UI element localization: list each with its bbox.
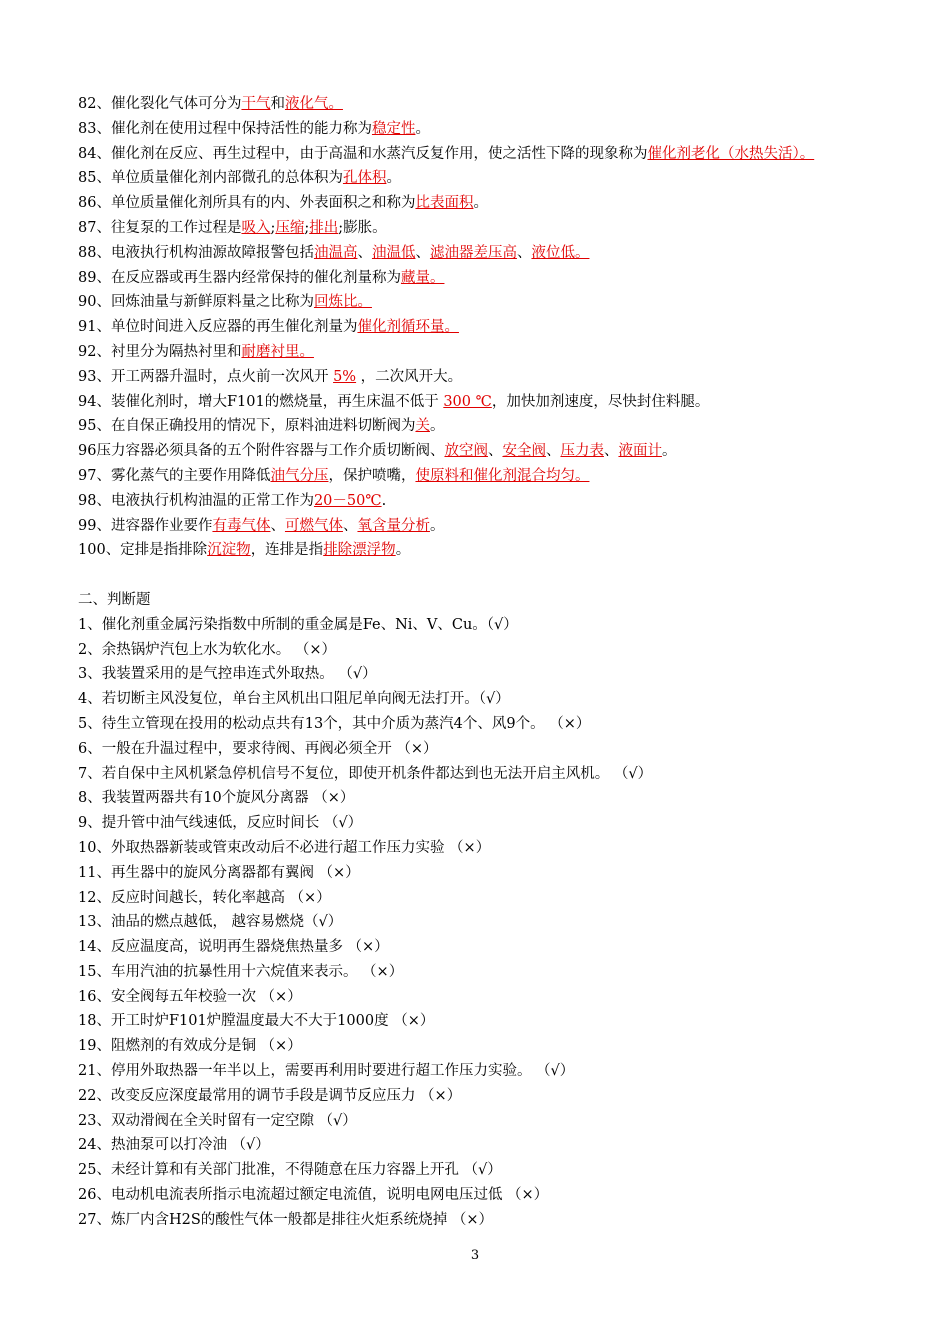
judgment-line: 2、余热锅炉汽包上水为软化水。 （×） — [78, 641, 336, 658]
question-number: 93 — [78, 368, 97, 385]
question-text: 、装催化剂时，增大F101的燃烧量，再生床温不低于 — [96, 393, 444, 410]
judgment-line: 1、催化剂重金属污染指数中所制的重金属是Fe、Ni、V、Cu。（√） — [78, 616, 518, 633]
answer-text: 干气 — [241, 96, 271, 112]
judgment-line: 15、车用汽油的抗暴性用十六烷值来表示。 （×） — [78, 963, 404, 980]
question-number: 95 — [78, 418, 97, 435]
answer-text: 沉淀物 — [207, 542, 251, 559]
question-text: ;膨胀。 — [338, 219, 387, 236]
question-text: 。 — [429, 517, 445, 534]
answer-text: 安全阀 — [502, 443, 546, 460]
answer-text: 放空阀 — [444, 443, 488, 460]
fill-in-blank-section — [78, 92, 910, 563]
question-text: 、催化剂在反应、再生过程中，由于高温和水蒸汽反复作用，使之活性下降的现象称为 — [96, 145, 648, 162]
question-text: . — [381, 492, 387, 509]
question-text: 、进容器作业要作 — [96, 517, 213, 534]
question-line — [78, 390, 910, 415]
answer-text: 可燃气体 — [284, 517, 343, 534]
answer-text: 孔体积 — [342, 170, 387, 187]
question-text: 、回炼油量与新鲜原料量之比称为 — [96, 294, 314, 311]
question-line — [78, 340, 910, 365]
question-text: ; — [270, 219, 276, 236]
question-text: 。 — [395, 542, 411, 559]
judgment-line: 21、停用外取热器一年半以上，需要再利用时要进行超工作压力实验。 （√） — [78, 1063, 575, 1080]
question-line — [78, 315, 910, 340]
question-text: 、催化剂在使用过程中保持活性的能力称为 — [96, 120, 372, 137]
question-text: 。 — [473, 195, 488, 212]
answer-text: 藏量。 — [400, 269, 445, 286]
question-text: 、 — [357, 244, 372, 261]
question-text: ，二次风开大。 — [356, 368, 463, 385]
judgment-line: 24、热油泵可以打冷油 （√） — [78, 1137, 270, 1154]
question-text: 、 — [603, 443, 619, 460]
judgment-line: 13、油品的燃点越低， 越容易燃烧（√） — [78, 914, 343, 931]
content-lines — [78, 92, 910, 1233]
answer-text: 排除漂浮物 — [323, 542, 396, 559]
judgment-line: 25、未经计算和有关部门批准，不得随意在压力容器上开孔 （√） — [78, 1162, 502, 1179]
judgment-line: 18、开工时炉F101炉膛温度最大不大于1000度 （×） — [78, 1013, 435, 1030]
question-text: 、单位时间进入反应器的再生催化剂量为 — [96, 319, 358, 336]
question-number: 85 — [78, 170, 97, 187]
answer-text: 压力表 — [560, 443, 604, 460]
question-line — [78, 414, 910, 439]
question-number: 90 — [78, 294, 97, 311]
question-number: 100 — [78, 542, 106, 559]
question-text: 、在反应器或再生器内经常保持的催化剂量称为 — [96, 269, 401, 286]
question-number: 96 — [78, 443, 97, 460]
question-text: 、 — [487, 443, 503, 460]
question-text: 、定排是指排除 — [105, 542, 208, 559]
question-text: 压力容器必须具备的五个附件容器与工作介质切断阀、 — [96, 443, 445, 460]
judgment-line: 22、改变反应深度最常用的调节手段是调节反应压力 （×） — [78, 1087, 462, 1104]
question-text: 、往复泵的工作过程是 — [96, 219, 242, 236]
answer-text: 关 — [415, 418, 430, 435]
answer-text: 有毒气体 — [212, 517, 271, 534]
question-text: 、电液执行机构油源故障报警包括 — [96, 244, 314, 261]
judgment-line: 6、一般在升温过程中，要求待阀、再阀必须全开 （×） — [78, 740, 438, 757]
question-number: 86 — [78, 195, 97, 212]
judgment-line: 16、安全阀每五年校验一次 （×） — [78, 988, 302, 1005]
judgment-line: 12、反应时间越长，转化率越高 （×） — [78, 889, 331, 906]
question-text: 、 — [270, 517, 285, 534]
question-text: 、雾化蒸气的主要作用降低 — [96, 467, 271, 484]
question-number: 89 — [78, 269, 97, 286]
question-number: 91 — [78, 319, 97, 336]
answer-text: 比表面积 — [415, 195, 474, 212]
question-text: 、 — [342, 517, 358, 534]
answer-text: 20－50℃ — [313, 492, 382, 509]
answer-text: 回炼比。 — [313, 294, 372, 311]
answer-text: 氧含量分析 — [357, 517, 430, 534]
question-text: ，加快加剂速度，尽快封住料腿。 — [491, 393, 710, 410]
page-number: 3 — [470, 1248, 480, 1263]
answer-text: 5% — [333, 368, 357, 385]
question-text: 、单位质量催化剂所具有的内、外表面积之和称为 — [96, 195, 416, 212]
question-text: 、单位质量催化剂内部微孔的总体积为 — [96, 170, 343, 187]
question-line — [78, 290, 910, 315]
question-text: 、 — [415, 244, 430, 261]
question-line — [78, 191, 910, 216]
answer-text: 液位低。 — [531, 244, 590, 261]
question-line — [78, 92, 910, 117]
question-number: 92 — [78, 343, 97, 360]
answer-text: 催化剂老化（水热失活）。 — [647, 145, 815, 162]
answer-text: 压缩 — [275, 219, 305, 236]
judgment-line: 14、反应温度高，说明再生器烧焦热量多 （×） — [78, 939, 389, 956]
judgment-line: 19、阻燃剂的有效成分是铜 （×） — [78, 1038, 302, 1055]
judgment-line: 10、外取热器新装或管束改动后不必进行超工作压力实验 （×） — [78, 839, 491, 856]
judgment-line: 5、待生立管现在投用的松动点共有13个，其中介质为蒸汽4个、风9个。 （×） — [78, 715, 591, 732]
answer-text: 滤油器差压高 — [429, 244, 517, 261]
question-line — [78, 216, 910, 241]
judgment-line: 23、双动滑阀在全关时留有一定空隙 （√） — [78, 1112, 357, 1129]
question-line — [78, 266, 910, 291]
question-line — [78, 538, 910, 563]
question-text: ，保护喷嘴， — [328, 467, 416, 484]
question-text: 、开工两器升温时，点火前一次风开 — [96, 368, 334, 385]
question-text: 、 — [545, 443, 561, 460]
question-line — [78, 514, 910, 539]
judgment-line: 3、我装置采用的是气控串连式外取热。 （√） — [78, 666, 377, 683]
question-number: 98 — [78, 492, 97, 509]
judgment-line: 8、我装置两器共有10个旋风分离器 （×） — [78, 790, 355, 807]
question-line — [78, 365, 910, 390]
answer-text: 催化剂循环量。 — [357, 319, 459, 336]
answer-text: 排出 — [309, 219, 339, 236]
question-number: 88 — [78, 244, 97, 261]
question-line — [78, 489, 910, 514]
answer-text: 油温高 — [313, 244, 358, 261]
judgment-line: 26、电动机电流表所指示电流超过额定电流值，说明电网电压过低 （×） — [78, 1187, 549, 1204]
question-text: 。 — [661, 443, 677, 460]
answer-text: 使原料和催化剂混合均匀。 — [415, 467, 590, 484]
judgment-line: 7、若自保中主风机紧急停机信号不复位，即使开机条件都达到也无法开启主风机。 （√） — [78, 765, 653, 782]
question-text: ; — [304, 219, 310, 236]
answer-text: 油温低 — [371, 244, 416, 261]
question-line — [78, 439, 910, 464]
judgment-line: 4、若切断主风没复位，单台主风机出口阻尼单向阀无法打开。（√） — [78, 691, 510, 708]
question-number: 83 — [78, 120, 97, 137]
section-title: 二、判断题 — [78, 591, 151, 608]
question-text: 。 — [415, 120, 430, 137]
section-spacer — [78, 563, 910, 588]
answer-text: 稳定性 — [371, 120, 416, 137]
question-number: 87 — [78, 219, 97, 236]
judgment-line: 11、再生器中的旋风分离器都有翼阀 （×） — [78, 864, 360, 881]
question-line — [78, 241, 910, 266]
question-line — [78, 142, 910, 167]
question-line — [78, 117, 910, 142]
question-number: 99 — [78, 517, 97, 534]
question-text: 、衬里分为隔热衬里和 — [96, 343, 242, 360]
question-text: ，连排是指 — [250, 542, 324, 559]
answer-text: 油气分压 — [270, 467, 329, 484]
judgment-line: 27、炼厂内含H2S的酸性气体一般都是排往火炬系统烧掉 （×） — [78, 1211, 494, 1228]
question-number: 84 — [78, 145, 97, 162]
judgment-line: 9、提升管中油气线速低，反应时间长 （√） — [78, 815, 363, 832]
answer-text: 耐磨衬里。 — [241, 343, 314, 360]
question-line — [78, 166, 910, 191]
answer-text: 吸入 — [241, 219, 271, 236]
question-number: 97 — [78, 467, 97, 484]
question-line — [78, 464, 910, 489]
answer-text: 液化气。 — [284, 96, 343, 112]
true-false-section — [78, 613, 910, 1233]
question-text: 、 — [516, 244, 532, 261]
question-text: 、催化裂化气体可分为 — [96, 96, 242, 112]
question-text: 。 — [386, 170, 401, 187]
question-text: 。 — [429, 418, 445, 435]
answer-text: 液面计 — [618, 443, 662, 460]
question-text: 、在自保正确投用的情况下，原料油进料切断阀为 — [96, 418, 416, 435]
question-text: 和 — [270, 96, 285, 112]
question-number: 94 — [78, 393, 97, 410]
question-text: 、电液执行机构油温的正常工作为 — [96, 492, 314, 509]
answer-text: 300 ℃ — [443, 393, 492, 410]
question-number: 82 — [78, 96, 97, 112]
